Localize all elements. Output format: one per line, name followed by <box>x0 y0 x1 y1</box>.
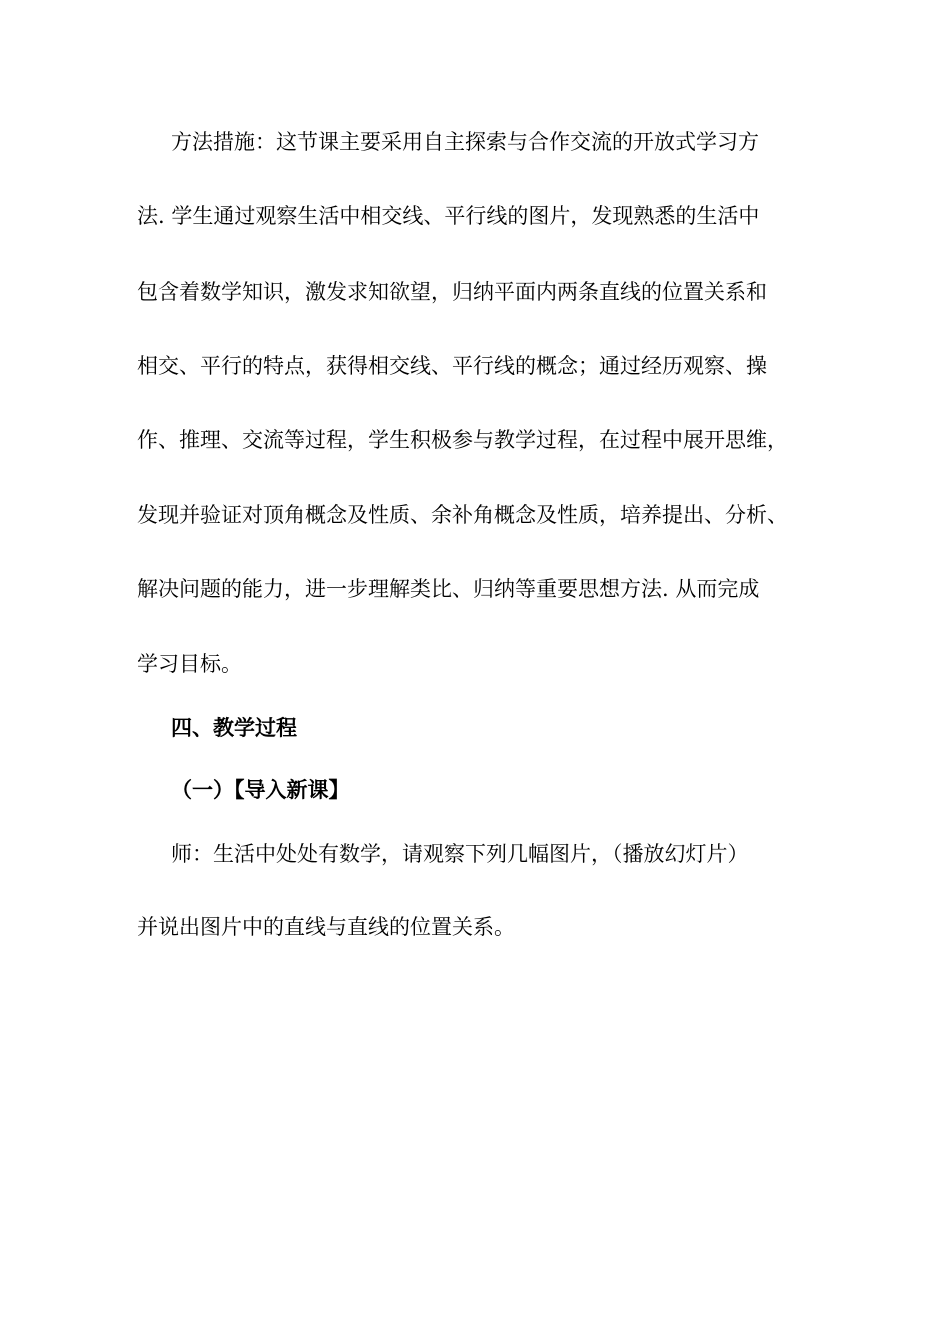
teacher-paragraph-line-1: 师：生活中处处有数学，请观察下列几幅图片，（播放幻灯片） <box>171 842 749 866</box>
method-paragraph-line-1: 方法措施：这节课主要采用自主探索与合作交流的开放式学习方 <box>171 130 759 154</box>
method-paragraph-line-5: 作、推理、交流等过程，学生积极参与教学过程，在过程中展开思维， <box>137 428 788 452</box>
method-paragraph-line-3: 包含着数学知识，激发求知欲望，归纳平面内两条直线的位置关系和 <box>137 280 767 304</box>
method-paragraph-line-7: 解决问题的能力，进一步理解类比、归纳等重要思想方法. 从而完成 <box>137 577 760 601</box>
method-paragraph-line-4: 相交、平行的特点，获得相交线、平行线的概念；通过经历观察、操 <box>137 354 767 378</box>
subsection-heading: （一）【导入新课】 <box>171 777 350 802</box>
teacher-paragraph-line-2: 并说出图片中的直线与直线的位置关系。 <box>137 915 515 939</box>
section-heading: 四、教学过程 <box>171 715 297 740</box>
method-paragraph-line-2: 法. 学生通过观察生活中相交线、平行线的图片，发现熟悉的生活中 <box>137 204 760 228</box>
method-paragraph-line-8: 学习目标。 <box>137 652 242 676</box>
method-paragraph-line-6: 发现并验证对顶角概念及性质、余补角概念及性质，培养提出、分析、 <box>137 503 788 527</box>
